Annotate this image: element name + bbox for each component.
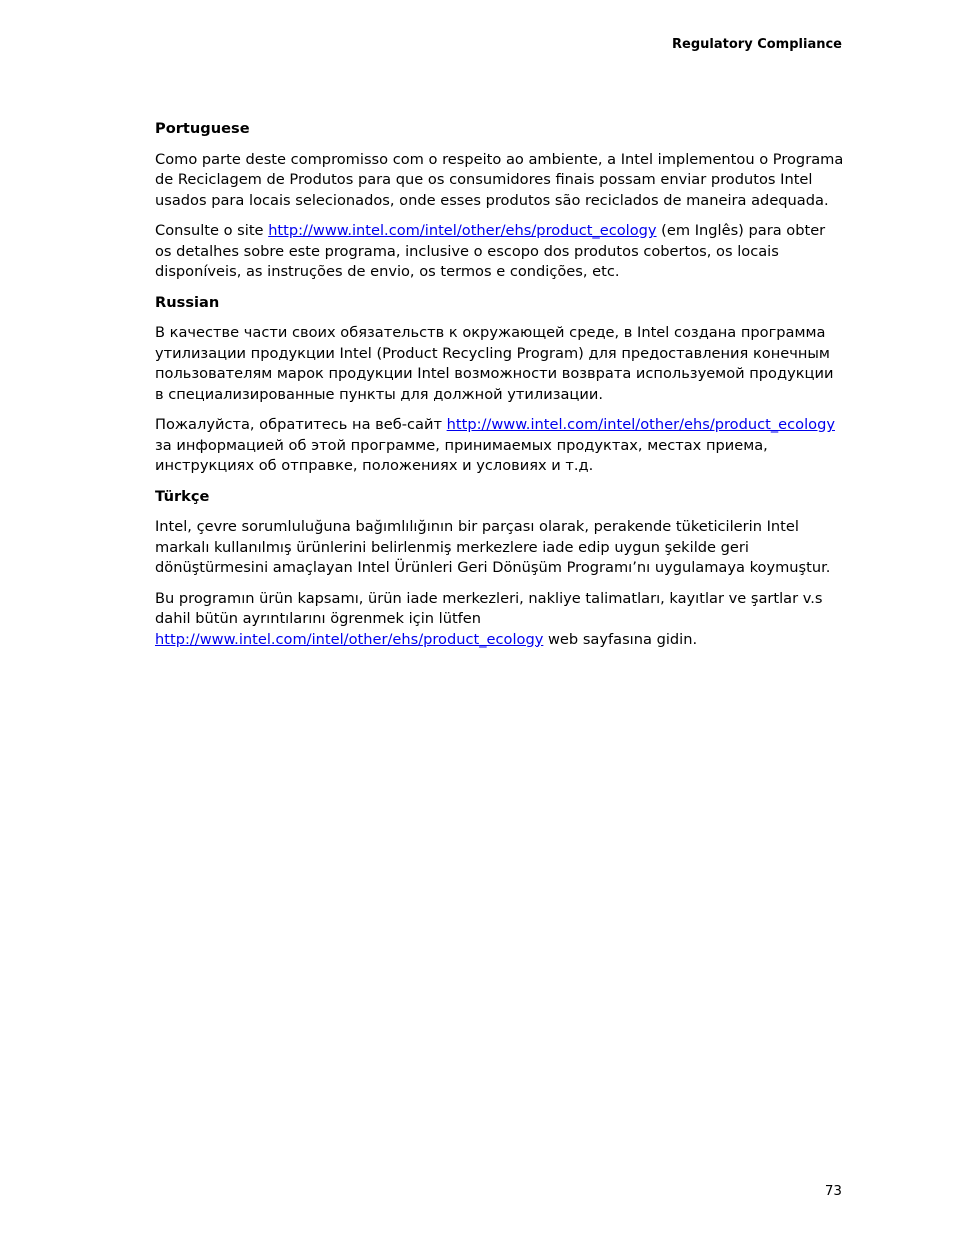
document-body	[155, 119, 845, 660]
russian-text-after-link: за информацией об этой программе, принимаемых продуктах, местах приема, инструкциях об отправке, положениях и условиях и т.д.	[155, 436, 768, 474]
turkish-product-ecology-link[interactable]: http://www.intel.com/intel/other/ehs/product_ecology	[155, 630, 544, 648]
turkish-paragraph-2	[155, 589, 845, 651]
turkish-paragraph-1: Intel, çevre sorumluluğuna bağımlılığının bir parçası olarak, perakende tüketicilerin Intel markalı kullanılmış ürünlerini belirlenmiş merkezlere iade edip uygun şekilde geri dönüştürmesini amaçlayan Intel Ürünleri Geri Dönüşüm Programı’nı uygulamaya koymuştur.	[155, 518, 831, 576]
portuguese-paragraph-2	[155, 221, 845, 283]
running-header: Regulatory Compliance	[672, 37, 842, 52]
section-heading-russian: Russian	[155, 293, 220, 311]
section-heading-turkish: Türkçe	[155, 487, 210, 505]
section-heading-portuguese: Portuguese	[155, 120, 250, 137]
russian-paragraph-2	[155, 415, 845, 477]
portuguese-paragraph-1: Como parte deste compromisso com o respeito ao ambiente, a Intel implementou o Programa de Reciclagem de Produtos para que os consumidores finais possam enviar produtos Intel usados para locais selecionados, onde esses produtos são reciclados de maneira adequada.	[155, 150, 844, 209]
portuguese-product-ecology-link[interactable]: http://www.intel.com/intel/other/ehs/product_ecology	[268, 222, 657, 239]
portuguese-text-before-link: Consulte o site	[155, 222, 269, 239]
russian-text-before-link: Пожалуйста, обратитесь на веб-сайт	[155, 416, 447, 433]
page-number: 73	[824, 1183, 842, 1199]
russian-product-ecology-link[interactable]: http://www.intel.com/intel/other/ehs/product_ecology	[446, 416, 835, 433]
turkish-text-after-link: web sayfasına gidin.	[543, 630, 698, 648]
portuguese-text-after-link: (em Inglês) para obter os detalhes sobre este programa, inclusive o escopo dos produtos cobertos, os locais disponíveis, as instruções de envio, os termos e condições, etc.	[155, 222, 826, 280]
turkish-text-before-link: Bu programın ürün kapsamı, ürün iade merkezleri, nakliye talimatları, kayıtlar ve şartlar v.s dahil bütün ayrıntılarını ögrenmek için lütfen	[155, 589, 823, 627]
russian-paragraph-1: В качестве части своих обязательств к окружающей среде, в Intel создана программа утилизации продукции Intel (Product Recycling Program) для предоставления конечным пользователям марок продукции Intel возможности возврата используемой продукции в специализированные пункты для должной утилизации.	[155, 324, 834, 403]
